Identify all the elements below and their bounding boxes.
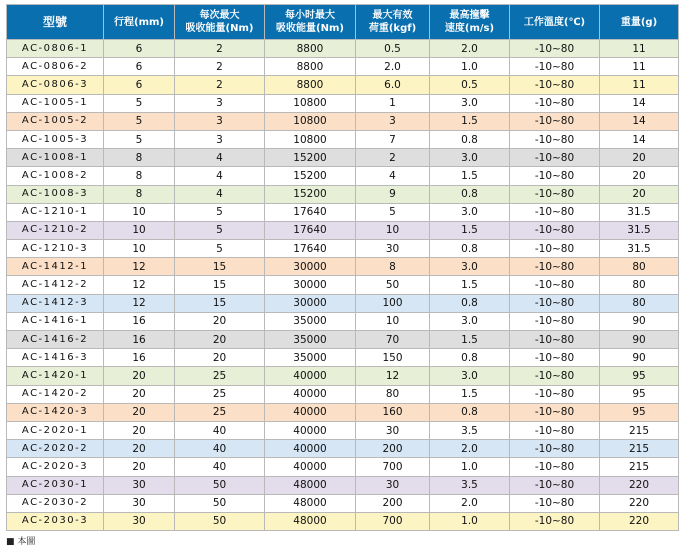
temperature-cell: -10~80 xyxy=(510,149,600,167)
max-load-cell: 70 xyxy=(356,331,430,349)
model-cell: AC-0806-1 xyxy=(7,40,104,58)
energy-per-cycle-cell: 40 xyxy=(175,458,265,476)
energy-per-hour-cell: 35000 xyxy=(265,312,356,330)
max-load-cell: 1 xyxy=(356,94,430,112)
temperature-cell: -10~80 xyxy=(510,458,600,476)
temperature-cell: -10~80 xyxy=(510,221,600,239)
stroke-cell: 20 xyxy=(104,458,175,476)
energy-per-cycle-cell: 15 xyxy=(175,258,265,276)
table-header xyxy=(7,5,679,40)
energy-per-cycle-cell: 3 xyxy=(175,94,265,112)
max-load-cell: 160 xyxy=(356,403,430,421)
energy-per-hour-cell: 8800 xyxy=(265,40,356,58)
weight-cell: 14 xyxy=(600,94,679,112)
weight-cell: 14 xyxy=(600,112,679,130)
max-load-cell: 5 xyxy=(356,203,430,221)
max-load-cell: 2.0 xyxy=(356,58,430,76)
energy-per-cycle-cell: 20 xyxy=(175,312,265,330)
max-load-cell: 80 xyxy=(356,385,430,403)
stroke-cell: 12 xyxy=(104,276,175,294)
weight-cell: 20 xyxy=(600,149,679,167)
table-row xyxy=(7,258,679,276)
table-row xyxy=(7,421,679,439)
energy-per-hour-cell: 8800 xyxy=(265,76,356,94)
energy-per-cycle-cell: 20 xyxy=(175,349,265,367)
energy-per-hour-cell: 40000 xyxy=(265,403,356,421)
table-row xyxy=(7,167,679,185)
max-load-cell: 700 xyxy=(356,458,430,476)
weight-cell: 90 xyxy=(600,312,679,330)
table-row xyxy=(7,385,679,403)
weight-cell: 95 xyxy=(600,385,679,403)
stroke-cell: 20 xyxy=(104,440,175,458)
weight-cell: 14 xyxy=(600,130,679,148)
table-row xyxy=(7,294,679,312)
energy-per-hour-cell: 40000 xyxy=(265,421,356,439)
max-speed-cell: 0.8 xyxy=(430,185,510,203)
temperature-cell: -10~80 xyxy=(510,130,600,148)
max-load-cell: 30 xyxy=(356,240,430,258)
header-energy-per-hour: 每小时最大 吸收能量(Nm) xyxy=(265,5,356,40)
temperature-cell: -10~80 xyxy=(510,203,600,221)
max-speed-cell: 3.0 xyxy=(430,94,510,112)
energy-per-hour-cell: 10800 xyxy=(265,112,356,130)
max-load-cell: 30 xyxy=(356,421,430,439)
weight-cell: 20 xyxy=(600,185,679,203)
weight-cell: 90 xyxy=(600,349,679,367)
energy-per-cycle-cell: 25 xyxy=(175,403,265,421)
stroke-cell: 16 xyxy=(104,349,175,367)
stroke-cell: 10 xyxy=(104,221,175,239)
stroke-cell: 5 xyxy=(104,94,175,112)
max-load-cell: 6.0 xyxy=(356,76,430,94)
max-speed-cell: 3.0 xyxy=(430,312,510,330)
weight-cell: 95 xyxy=(600,403,679,421)
model-cell: AC-2030-1 xyxy=(7,476,104,494)
temperature-cell: -10~80 xyxy=(510,421,600,439)
stroke-cell: 16 xyxy=(104,312,175,330)
energy-per-hour-cell: 40000 xyxy=(265,440,356,458)
energy-per-hour-cell: 40000 xyxy=(265,385,356,403)
table-row xyxy=(7,349,679,367)
footnote: ■ 本圖 xyxy=(6,537,36,547)
max-speed-cell: 2.0 xyxy=(430,494,510,512)
energy-per-hour-cell: 35000 xyxy=(265,331,356,349)
header-energy-per-cycle: 每次最大 吸收能量(Nm) xyxy=(175,5,265,40)
temperature-cell: -10~80 xyxy=(510,276,600,294)
stroke-cell: 6 xyxy=(104,58,175,76)
weight-cell: 95 xyxy=(600,367,679,385)
stroke-cell: 30 xyxy=(104,476,175,494)
temperature-cell: -10~80 xyxy=(510,240,600,258)
energy-per-hour-cell: 15200 xyxy=(265,167,356,185)
temperature-cell: -10~80 xyxy=(510,76,600,94)
stroke-cell: 10 xyxy=(104,203,175,221)
model-cell: AC-1412-3 xyxy=(7,294,104,312)
stroke-cell: 6 xyxy=(104,40,175,58)
stroke-cell: 30 xyxy=(104,512,175,530)
table-row xyxy=(7,40,679,58)
energy-per-cycle-cell: 2 xyxy=(175,58,265,76)
energy-per-hour-cell: 17640 xyxy=(265,240,356,258)
stroke-cell: 5 xyxy=(104,130,175,148)
energy-per-hour-cell: 48000 xyxy=(265,512,356,530)
weight-cell: 31.5 xyxy=(600,221,679,239)
stroke-cell: 10 xyxy=(104,240,175,258)
max-speed-cell: 2.0 xyxy=(430,440,510,458)
max-speed-cell: 3.0 xyxy=(430,367,510,385)
stroke-cell: 12 xyxy=(104,258,175,276)
energy-per-cycle-cell: 5 xyxy=(175,221,265,239)
max-load-cell: 30 xyxy=(356,476,430,494)
max-speed-cell: 1.0 xyxy=(430,512,510,530)
stroke-cell: 8 xyxy=(104,149,175,167)
max-load-cell: 3 xyxy=(356,112,430,130)
max-load-cell: 200 xyxy=(356,440,430,458)
weight-cell: 220 xyxy=(600,476,679,494)
energy-per-hour-cell: 10800 xyxy=(265,94,356,112)
model-cell: AC-2020-2 xyxy=(7,440,104,458)
max-load-cell: 4 xyxy=(356,167,430,185)
temperature-cell: -10~80 xyxy=(510,58,600,76)
stroke-cell: 16 xyxy=(104,331,175,349)
energy-per-hour-cell: 35000 xyxy=(265,349,356,367)
weight-cell: 220 xyxy=(600,494,679,512)
max-speed-cell: 0.8 xyxy=(430,130,510,148)
model-cell: AC-0806-2 xyxy=(7,58,104,76)
max-load-cell: 150 xyxy=(356,349,430,367)
weight-cell: 215 xyxy=(600,421,679,439)
max-speed-cell: 1.5 xyxy=(430,167,510,185)
temperature-cell: -10~80 xyxy=(510,440,600,458)
model-cell: AC-1210-2 xyxy=(7,221,104,239)
energy-per-hour-cell: 40000 xyxy=(265,367,356,385)
stroke-cell: 8 xyxy=(104,167,175,185)
max-load-cell: 10 xyxy=(356,312,430,330)
energy-per-cycle-cell: 5 xyxy=(175,203,265,221)
max-load-cell: 100 xyxy=(356,294,430,312)
max-speed-cell: 0.8 xyxy=(430,240,510,258)
model-cell: AC-0806-3 xyxy=(7,76,104,94)
table-body xyxy=(7,40,679,531)
energy-per-cycle-cell: 3 xyxy=(175,130,265,148)
model-cell: AC-2020-1 xyxy=(7,421,104,439)
max-load-cell: 10 xyxy=(356,221,430,239)
temperature-cell: -10~80 xyxy=(510,367,600,385)
energy-per-hour-cell: 15200 xyxy=(265,149,356,167)
stroke-cell: 30 xyxy=(104,494,175,512)
table-row xyxy=(7,130,679,148)
weight-cell: 80 xyxy=(600,276,679,294)
weight-cell: 31.5 xyxy=(600,203,679,221)
max-speed-cell: 1.5 xyxy=(430,221,510,239)
weight-cell: 31.5 xyxy=(600,240,679,258)
model-cell: AC-1005-1 xyxy=(7,94,104,112)
stroke-cell: 20 xyxy=(104,367,175,385)
max-load-cell: 700 xyxy=(356,512,430,530)
weight-cell: 215 xyxy=(600,440,679,458)
weight-cell: 90 xyxy=(600,331,679,349)
table-row xyxy=(7,276,679,294)
energy-per-hour-cell: 15200 xyxy=(265,185,356,203)
header-max-speed: 最高撞擊 速度(m/s) xyxy=(430,5,510,40)
weight-cell: 80 xyxy=(600,258,679,276)
energy-per-hour-cell: 30000 xyxy=(265,276,356,294)
max-load-cell: 7 xyxy=(356,130,430,148)
temperature-cell: -10~80 xyxy=(510,385,600,403)
table-row xyxy=(7,331,679,349)
header-row xyxy=(7,5,679,40)
table-row xyxy=(7,367,679,385)
temperature-cell: -10~80 xyxy=(510,331,600,349)
table-row xyxy=(7,94,679,112)
max-speed-cell: 0.8 xyxy=(430,403,510,421)
energy-per-hour-cell: 30000 xyxy=(265,294,356,312)
max-load-cell: 9 xyxy=(356,185,430,203)
energy-per-hour-cell: 40000 xyxy=(265,458,356,476)
max-load-cell: 12 xyxy=(356,367,430,385)
max-speed-cell: 0.8 xyxy=(430,349,510,367)
temperature-cell: -10~80 xyxy=(510,185,600,203)
temperature-cell: -10~80 xyxy=(510,512,600,530)
model-cell: AC-1008-3 xyxy=(7,185,104,203)
model-cell: AC-1416-2 xyxy=(7,331,104,349)
table-row xyxy=(7,185,679,203)
temperature-cell: -10~80 xyxy=(510,294,600,312)
temperature-cell: -10~80 xyxy=(510,312,600,330)
table-row xyxy=(7,203,679,221)
stroke-cell: 8 xyxy=(104,185,175,203)
temperature-cell: -10~80 xyxy=(510,476,600,494)
model-cell: AC-1210-3 xyxy=(7,240,104,258)
max-speed-cell: 1.0 xyxy=(430,58,510,76)
energy-per-cycle-cell: 20 xyxy=(175,331,265,349)
max-speed-cell: 1.5 xyxy=(430,331,510,349)
model-cell: AC-1005-3 xyxy=(7,130,104,148)
energy-per-cycle-cell: 4 xyxy=(175,149,265,167)
max-speed-cell: 3.5 xyxy=(430,421,510,439)
stroke-cell: 5 xyxy=(104,112,175,130)
header-model: 型號 xyxy=(7,5,104,40)
table-row xyxy=(7,312,679,330)
table-row xyxy=(7,458,679,476)
table-row xyxy=(7,240,679,258)
model-cell: AC-1420-1 xyxy=(7,367,104,385)
energy-per-hour-cell: 48000 xyxy=(265,494,356,512)
header-stroke: 行程(mm) xyxy=(104,5,175,40)
max-speed-cell: 3.0 xyxy=(430,203,510,221)
temperature-cell: -10~80 xyxy=(510,112,600,130)
stroke-cell: 20 xyxy=(104,403,175,421)
max-load-cell: 200 xyxy=(356,494,430,512)
table-row xyxy=(7,76,679,94)
temperature-cell: -10~80 xyxy=(510,494,600,512)
max-load-cell: 2 xyxy=(356,149,430,167)
energy-per-hour-cell: 17640 xyxy=(265,221,356,239)
max-speed-cell: 1.5 xyxy=(430,276,510,294)
model-cell: AC-1412-1 xyxy=(7,258,104,276)
energy-per-hour-cell: 30000 xyxy=(265,258,356,276)
energy-per-cycle-cell: 15 xyxy=(175,294,265,312)
energy-per-cycle-cell: 50 xyxy=(175,494,265,512)
table-row xyxy=(7,112,679,130)
weight-cell: 215 xyxy=(600,458,679,476)
table-row xyxy=(7,440,679,458)
weight-cell: 220 xyxy=(600,512,679,530)
header-max-load: 最大有效 荷重(kgf) xyxy=(356,5,430,40)
model-cell: AC-1210-1 xyxy=(7,203,104,221)
header-weight: 重量(g) xyxy=(600,5,679,40)
max-speed-cell: 1.5 xyxy=(430,385,510,403)
energy-per-hour-cell: 8800 xyxy=(265,58,356,76)
model-cell: AC-1005-2 xyxy=(7,112,104,130)
model-cell: AC-1008-2 xyxy=(7,167,104,185)
max-speed-cell: 1.0 xyxy=(430,458,510,476)
model-cell: AC-2030-3 xyxy=(7,512,104,530)
energy-per-cycle-cell: 40 xyxy=(175,440,265,458)
max-speed-cell: 2.0 xyxy=(430,40,510,58)
energy-per-cycle-cell: 3 xyxy=(175,112,265,130)
stroke-cell: 12 xyxy=(104,294,175,312)
energy-per-cycle-cell: 50 xyxy=(175,512,265,530)
weight-cell: 20 xyxy=(600,167,679,185)
model-cell: AC-2020-3 xyxy=(7,458,104,476)
temperature-cell: -10~80 xyxy=(510,40,600,58)
header-temperature: 工作溫度(℃) xyxy=(510,5,600,40)
max-speed-cell: 3.5 xyxy=(430,476,510,494)
model-cell: AC-1412-2 xyxy=(7,276,104,294)
model-cell: AC-2030-2 xyxy=(7,494,104,512)
energy-per-cycle-cell: 2 xyxy=(175,40,265,58)
temperature-cell: -10~80 xyxy=(510,94,600,112)
table-row xyxy=(7,494,679,512)
energy-per-cycle-cell: 4 xyxy=(175,167,265,185)
temperature-cell: -10~80 xyxy=(510,258,600,276)
max-speed-cell: 3.0 xyxy=(430,258,510,276)
energy-per-cycle-cell: 25 xyxy=(175,367,265,385)
stroke-cell: 20 xyxy=(104,421,175,439)
energy-per-hour-cell: 48000 xyxy=(265,476,356,494)
energy-per-cycle-cell: 25 xyxy=(175,385,265,403)
max-speed-cell: 1.5 xyxy=(430,112,510,130)
shock-absorber-spec-table xyxy=(6,4,679,531)
max-speed-cell: 3.0 xyxy=(430,149,510,167)
energy-per-cycle-cell: 15 xyxy=(175,276,265,294)
weight-cell: 11 xyxy=(600,58,679,76)
energy-per-hour-cell: 17640 xyxy=(265,203,356,221)
temperature-cell: -10~80 xyxy=(510,403,600,421)
model-cell: AC-1008-1 xyxy=(7,149,104,167)
max-speed-cell: 0.5 xyxy=(430,76,510,94)
weight-cell: 11 xyxy=(600,40,679,58)
energy-per-cycle-cell: 50 xyxy=(175,476,265,494)
weight-cell: 80 xyxy=(600,294,679,312)
max-load-cell: 50 xyxy=(356,276,430,294)
table-row xyxy=(7,512,679,530)
temperature-cell: -10~80 xyxy=(510,349,600,367)
max-load-cell: 8 xyxy=(356,258,430,276)
table-row xyxy=(7,149,679,167)
model-cell: AC-1416-3 xyxy=(7,349,104,367)
stroke-cell: 6 xyxy=(104,76,175,94)
max-load-cell: 0.5 xyxy=(356,40,430,58)
max-speed-cell: 0.8 xyxy=(430,294,510,312)
energy-per-cycle-cell: 2 xyxy=(175,76,265,94)
model-cell: AC-1420-2 xyxy=(7,385,104,403)
stroke-cell: 20 xyxy=(104,385,175,403)
table-row xyxy=(7,403,679,421)
table-row xyxy=(7,58,679,76)
energy-per-cycle-cell: 4 xyxy=(175,185,265,203)
model-cell: AC-1420-3 xyxy=(7,403,104,421)
weight-cell: 11 xyxy=(600,76,679,94)
table-row xyxy=(7,476,679,494)
table-row xyxy=(7,221,679,239)
model-cell: AC-1416-1 xyxy=(7,312,104,330)
energy-per-cycle-cell: 40 xyxy=(175,421,265,439)
energy-per-cycle-cell: 5 xyxy=(175,240,265,258)
temperature-cell: -10~80 xyxy=(510,167,600,185)
energy-per-hour-cell: 10800 xyxy=(265,130,356,148)
